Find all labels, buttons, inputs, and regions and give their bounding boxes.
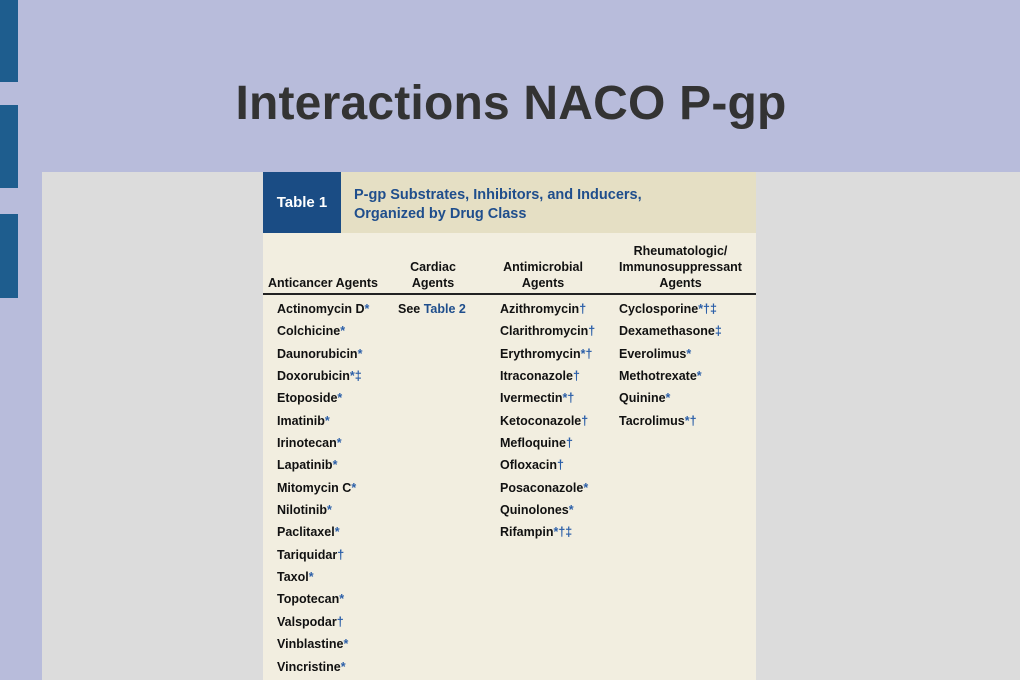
- drug-name: Quinolones: [500, 503, 569, 518]
- column-header-text: Agents: [521, 276, 565, 290]
- drug-entry: [619, 343, 722, 365]
- footnote-marks: *: [340, 324, 346, 339]
- footnote-marks: *‡: [349, 369, 362, 384]
- drug-name: Nilotinib: [277, 503, 327, 518]
- footnote-marks: *: [340, 659, 346, 674]
- footnote-marks: *: [686, 346, 692, 361]
- drug-entry: [619, 320, 722, 342]
- drug-entry: [619, 387, 722, 409]
- drug-entry: [277, 588, 369, 610]
- footnote-marks: †: [579, 302, 587, 316]
- drug-name: Clarithromycin: [500, 324, 589, 339]
- table-caption-line: Organized by Drug Class: [354, 206, 527, 222]
- footnote-marks: *: [357, 346, 363, 361]
- table-cell: [398, 298, 466, 320]
- drug-entry: [500, 320, 595, 342]
- drug-entry: [500, 499, 595, 521]
- drug-entry: [500, 387, 595, 409]
- table-caption: [354, 186, 744, 224]
- drug-name: Ketoconazole: [500, 413, 582, 428]
- footnote-marks: *†‡: [553, 525, 573, 540]
- column-header-rheumatologic: [603, 243, 756, 291]
- drug-name: Dexamethasone: [619, 324, 715, 339]
- footnote-marks: *: [324, 413, 330, 428]
- drug-name: Etoposide: [277, 391, 338, 406]
- footnote-marks: †: [336, 614, 344, 629]
- footnote-marks: *: [336, 436, 342, 451]
- drug-name: Vincristine: [277, 659, 341, 674]
- table-header-band: [263, 172, 756, 233]
- column-header-text: Agents: [411, 276, 455, 290]
- cardiac-column: [398, 298, 466, 320]
- drug-name: Cyclosporine: [619, 302, 699, 316]
- drug-entry: [277, 656, 369, 678]
- drug-entry: [277, 387, 369, 409]
- drug-name: Mitomycin C: [277, 480, 352, 495]
- drug-entry: [277, 410, 369, 432]
- drug-name: Daunorubicin: [277, 346, 358, 361]
- header-divider: [263, 293, 756, 295]
- drug-name: Posaconazole: [500, 480, 584, 495]
- drug-name: Itraconazole: [500, 369, 573, 384]
- cell-text: See: [398, 302, 424, 316]
- footnote-marks: *: [665, 391, 671, 406]
- drug-entry: [277, 298, 369, 320]
- drug-name: Mefloquine: [500, 436, 566, 451]
- drug-name: Imatinib: [277, 413, 325, 428]
- drug-name: Erythromycin: [500, 346, 581, 361]
- column-header-text: Cardiac: [410, 260, 456, 274]
- drug-entry: [619, 298, 722, 320]
- footnote-marks: *: [332, 458, 338, 473]
- footnote-marks: †: [565, 436, 573, 451]
- drug-entry: [500, 477, 595, 499]
- drug-entry: [500, 343, 595, 365]
- drug-name: Paclitaxel: [277, 525, 335, 540]
- footnote-marks: †: [572, 369, 580, 384]
- accent-bar-bottom: [0, 214, 18, 298]
- column-header-antimicrobial: [493, 259, 593, 291]
- drug-entry: [500, 432, 595, 454]
- drug-entry: [277, 521, 369, 543]
- column-header-cardiac: [383, 259, 483, 291]
- drug-entry: [277, 365, 369, 387]
- anticancer-column: [277, 298, 369, 678]
- footnote-marks: ‡: [714, 324, 722, 339]
- drug-entry: [500, 298, 595, 320]
- drug-name: Methotrexate: [619, 369, 697, 384]
- column-header-text: Anticancer Agents: [268, 276, 378, 290]
- column-header-text: Immunosuppressant: [619, 260, 742, 274]
- antimicrobial-column: [500, 298, 595, 544]
- column-header-text: Agents: [659, 276, 702, 290]
- drug-name: Irinotecan: [277, 436, 337, 451]
- accent-bar-top: [0, 0, 18, 82]
- footnote-marks: *: [351, 480, 357, 495]
- table-caption-line: P-gp Substrates, Inhibitors, and Inducers,: [354, 187, 642, 203]
- footnote-marks: *†: [580, 346, 593, 361]
- footnote-marks: *: [327, 503, 332, 518]
- footnote-marks: *†‡: [698, 302, 717, 316]
- footnote-marks: †: [581, 413, 589, 428]
- drug-entry: [500, 365, 595, 387]
- footnote-marks: *: [343, 637, 349, 652]
- footnote-marks: †: [588, 324, 596, 339]
- drug-name: Valspodar: [277, 614, 337, 629]
- drug-entry: [277, 566, 369, 588]
- drug-entry: [619, 410, 722, 432]
- footnote-marks: *: [339, 592, 345, 607]
- drug-name: Colchicine: [277, 324, 341, 339]
- drug-name: Vinblastine: [277, 637, 344, 652]
- drug-name: Ivermectin: [500, 391, 563, 406]
- footnote-marks: *: [568, 503, 574, 518]
- slide-title: Interactions NACO P-gp: [235, 77, 787, 130]
- footnote-marks: *†: [684, 413, 697, 428]
- drug-entry: [277, 544, 369, 566]
- drug-entry: [277, 633, 369, 655]
- drug-entry: [500, 521, 595, 543]
- drug-entry: [500, 454, 595, 476]
- footnote-marks: †: [337, 547, 345, 562]
- drug-entry: [277, 499, 369, 521]
- footnote-marks: *: [337, 391, 343, 406]
- drug-class-table: [263, 172, 756, 680]
- table-number-label: Table 1: [263, 172, 341, 233]
- table-2-link[interactable]: Table 2: [423, 302, 466, 316]
- drug-entry: [277, 343, 369, 365]
- footnote-marks: *: [364, 302, 370, 316]
- footnote-marks: *: [696, 369, 702, 384]
- drug-name: Topotecan: [277, 592, 340, 607]
- drug-name: Doxorubicin: [277, 369, 350, 384]
- footnote-marks: *: [583, 480, 589, 495]
- footnote-marks: *: [334, 525, 340, 540]
- drug-entry: [277, 611, 369, 633]
- drug-name: Actinomycin D: [277, 302, 365, 316]
- drug-entry: [277, 320, 369, 342]
- drug-entry: [277, 432, 369, 454]
- drug-name: Ofloxacin: [500, 458, 557, 473]
- drug-entry: [277, 454, 369, 476]
- footnote-marks: *†: [562, 391, 575, 406]
- drug-name: Lapatinib: [277, 458, 333, 473]
- footnote-marks: *: [308, 570, 314, 585]
- drug-name: Quinine: [619, 391, 666, 406]
- drug-name: Tariquidar: [277, 547, 338, 562]
- accent-bar-middle: [0, 105, 18, 188]
- column-header-anticancer: [268, 275, 381, 291]
- column-header-text: Antimicrobial: [503, 260, 583, 274]
- drug-name: Everolimus: [619, 346, 687, 361]
- drug-name: Taxol: [277, 570, 309, 585]
- footnote-marks: †: [556, 458, 564, 473]
- drug-name: Rifampin: [500, 525, 554, 540]
- drug-entry: [500, 410, 595, 432]
- column-header-text: Rheumatologic/: [633, 244, 728, 258]
- drug-entry: [277, 477, 369, 499]
- rheumatologic-column: [619, 298, 722, 432]
- drug-entry: [619, 365, 722, 387]
- drug-name: Azithromycin: [500, 302, 580, 316]
- drug-name: Tacrolimus: [619, 413, 685, 428]
